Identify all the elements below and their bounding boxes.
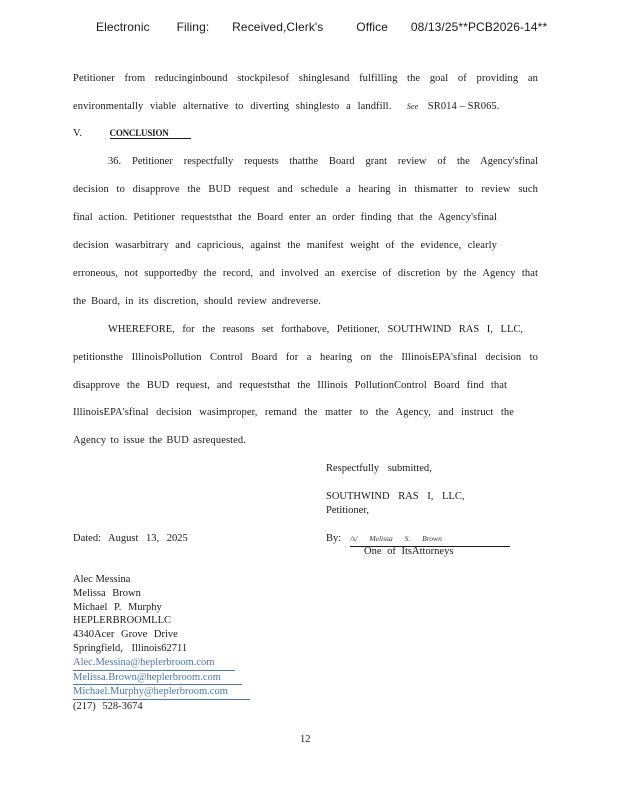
by-label: By: xyxy=(326,533,342,544)
counsel-name: Melissa Brown xyxy=(73,587,141,599)
para36-line-6: the Board, in its discretion, should review andreverse. xyxy=(73,296,321,307)
header-stamp: 08/13/25**PCB2026-14** xyxy=(410,20,548,34)
wherefore-line-5: Agency to issue the BUD asrequested. xyxy=(73,435,246,446)
street-address: 4340Acer Grove Drive xyxy=(73,629,178,641)
filing-header xyxy=(96,20,547,34)
wherefore-line-3: disapprove the BUD request, and requeststhat the Illinois PollutionControl Board find that xyxy=(73,380,507,391)
respectfully-submitted: Respectfully submitted, xyxy=(326,463,432,474)
email-link[interactable]: Michael.Murphy@heplerbroom.com xyxy=(73,685,250,700)
cite-see: See xyxy=(406,102,419,111)
header-electronic: Electronic xyxy=(96,20,150,34)
para36-line-4: decision wasarbitrary and capricious, against the manifest weight of the evidence, clearly xyxy=(73,240,497,251)
wherefore-line-2: petitionsthe IllinoisPollution Control Board for a hearing on the IllinoisEPA'sfinal decision to xyxy=(73,352,538,363)
counsel-name: Michael P. Murphy xyxy=(73,601,162,613)
para36-line-5: erroneous, not supportedby the record, and involved an exercise of discretion by the Agency that xyxy=(73,268,538,279)
section-title: CONCLUSION xyxy=(110,128,191,139)
city-state-zip: Springfield, Illinois62711 xyxy=(73,642,188,654)
body-line-2 xyxy=(73,101,500,112)
header-filing: Filing: xyxy=(176,20,210,34)
page-number: 12 xyxy=(300,734,311,745)
email-link[interactable]: Melissa.Brown@heplerbroom.com xyxy=(73,671,242,686)
email-link[interactable]: Alec.Messina@heplerbroom.com xyxy=(73,656,235,671)
section-numeral: V. xyxy=(73,128,83,139)
signature-line: /s/ Melissa S. Brown xyxy=(350,532,510,547)
dated-line: Dated: August 13, 2025 xyxy=(73,533,188,544)
party-role: Petitioner, xyxy=(326,505,370,516)
section-heading xyxy=(73,128,191,139)
counsel-name: Alec Messina xyxy=(73,574,131,585)
wherefore-line-4: IllinoisEPA'sfinal decision wasimproper, remand the matter to the Agency, and instruct the xyxy=(73,407,514,418)
para36-line-3: final action. Petitioner requeststhat the Board enter an order finding that the Agency'sfinal xyxy=(73,212,497,223)
body-line-2-text: environmentally viable alternative to diverting shinglesto a landfill. xyxy=(73,101,392,112)
body-line-1: Petitioner from reducinginbound stockpilesof shinglesand fulfilling the goal of providing an xyxy=(73,73,538,84)
phone-number: (217) 528-3674 xyxy=(73,701,143,713)
para36-line-1: 36. Petitioner respectfully requests thatthe Board grant review of the Agency'sfinal xyxy=(108,156,538,167)
signer-title: One of ItsAttorneys xyxy=(364,546,454,557)
wherefore-line-1: WHEREFORE, for the reasons set forthabove, Petitioner, SOUTHWIND RAS I, LLC, xyxy=(108,324,523,335)
counsel-block xyxy=(73,573,250,714)
header-office: Office xyxy=(356,20,389,34)
cite-range: SR014 – SR065. xyxy=(427,101,500,112)
firm-name: HEPLERBROOMLLC xyxy=(73,615,172,627)
para36-line-2: decision to disapprove the BUD request and schedule a hearing in thismatter to review such xyxy=(73,184,538,195)
party-name: SOUTHWIND RAS I, LLC, xyxy=(326,491,465,502)
header-received: Received,Clerk's xyxy=(232,20,324,34)
